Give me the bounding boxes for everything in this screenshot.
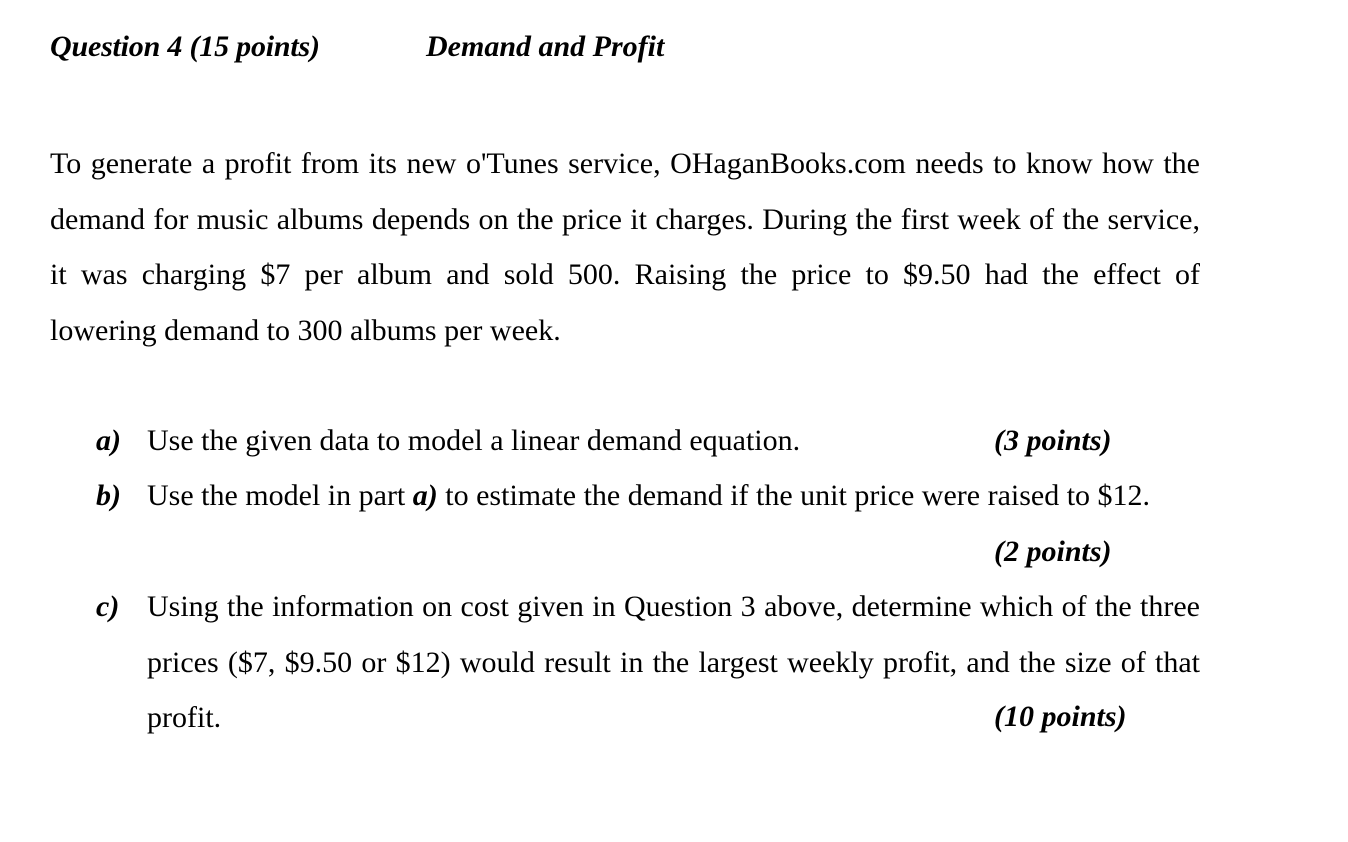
part-c-label: c) — [96, 590, 120, 623]
part-c-points: (10 points) — [994, 700, 1127, 733]
part-b-text — [147, 468, 1200, 524]
question-title: Demand and Profit — [426, 30, 665, 63]
part-a-points: (3 points) — [994, 424, 1112, 457]
part-b — [96, 468, 1200, 524]
part-b-text-before: Use the model in part — [147, 479, 413, 512]
intro-paragraph: To generate a profit from its new o'Tunes service, OHaganBooks.com needs to know how the demand for music albums depends on the price it charges. During the first week of the service, it was charging $7 per album and sold 500. Raising the price to $9.50 had the effect of lowering demand to 300 albums per week. — [50, 147, 1200, 347]
part-a-text: Use the given data to model a linear demand equation. — [147, 424, 801, 457]
part-b-ref: a) — [412, 479, 438, 512]
question-heading: Question 4 (15 points) — [50, 30, 320, 63]
part-b-label: b) — [96, 479, 121, 512]
part-b-text-after: to estimate the demand if the unit price were raised to $12. — [437, 479, 1151, 512]
part-c-text: Using the information on cost given in Question 3 above, determine which of the three prices ($7, $9.50 or $12) would result in the largest weekly profit, and the size of that profit. — [147, 590, 1200, 734]
part-b-points: (2 points) — [994, 535, 1112, 568]
part-a-label: a) — [96, 424, 121, 457]
